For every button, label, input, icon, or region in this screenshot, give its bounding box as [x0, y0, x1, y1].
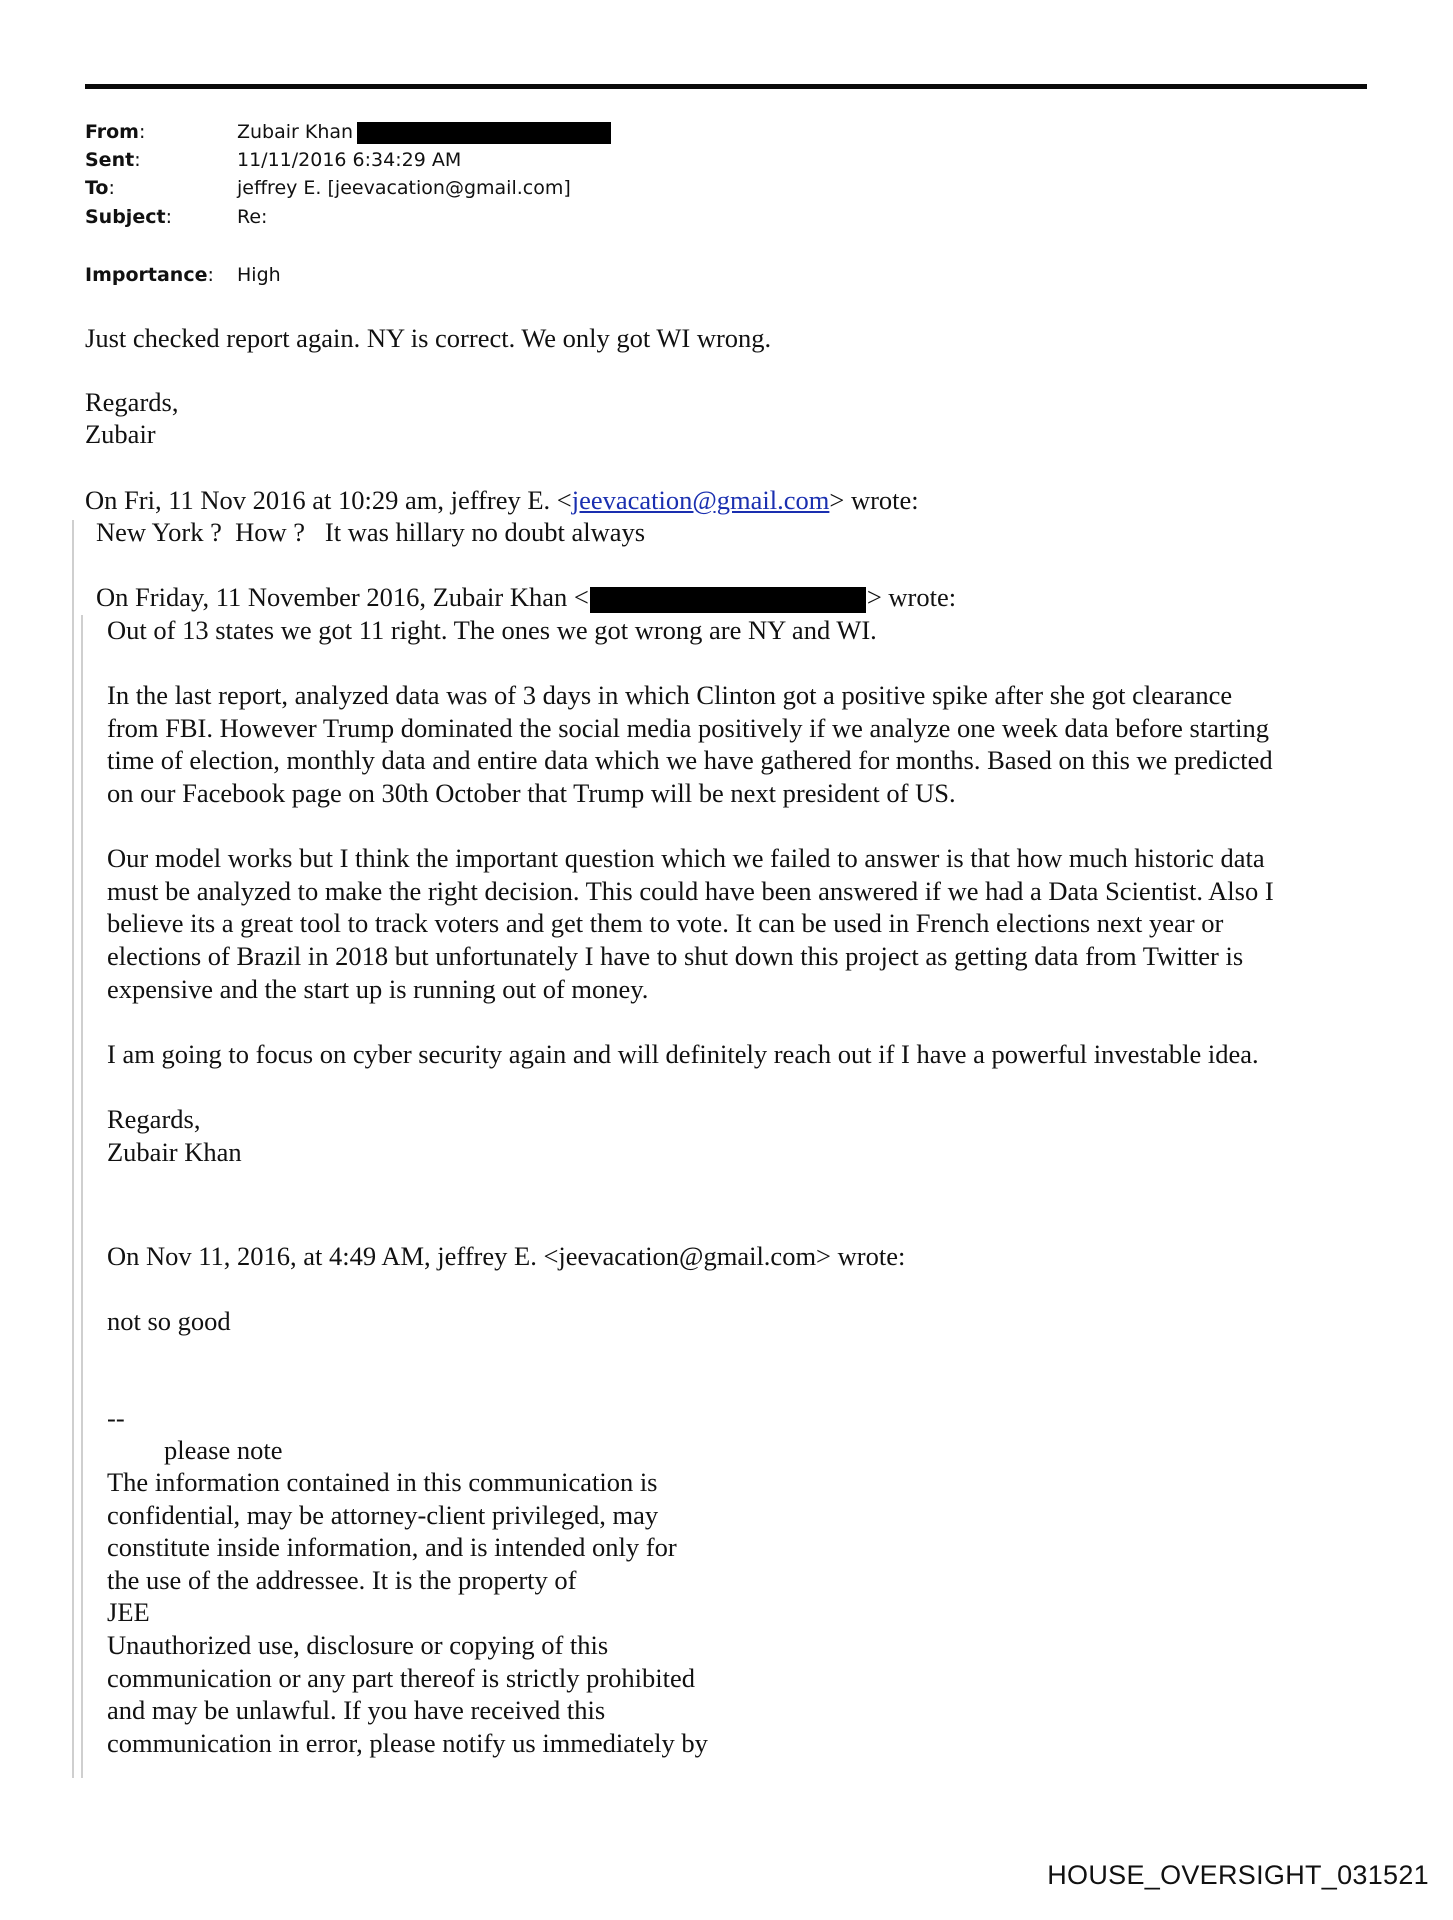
message-signature: Zubair — [85, 419, 156, 449]
quote2-line: Out of 13 states we got 11 right. The ones we got wrong are NY and WI. — [107, 615, 877, 645]
signature-heading: please note — [164, 1435, 283, 1465]
quote3-body: not so good — [107, 1306, 231, 1336]
subject-value: Re: — [237, 206, 268, 228]
sent-label: Sent: — [85, 149, 141, 171]
quote2-line: must be analyzed to make the right decision. This could have been answered if we had a Data Scientist. Also I — [107, 875, 1274, 906]
quote2-line: In the last report, analyzed data was of 3 days in which Clinton got a positive spike after she got clearance — [107, 680, 1233, 711]
quote2-line: Our model works but I think the important question which we failed to answer is that how much historic data — [107, 843, 1265, 874]
quote2-line: from FBI. However Trump dominated the social media positively if we analyze one week data before starting — [107, 712, 1270, 743]
disclaimer-line: communication or any part thereof is strictly prohibited — [107, 1662, 695, 1693]
disclaimer-line: and may be unlawful. If you have received this — [107, 1695, 606, 1726]
disclaimer-line: the use of the addressee. It is the property of — [107, 1564, 577, 1595]
quote2-line: time of election, monthly data and entire data which we have gathered for months. Based on this we predicted — [107, 745, 1273, 776]
disclaimer-line: constitute inside information, and is intended only for — [107, 1532, 677, 1563]
disclaimer-line: confidential, may be attorney-client privileged, may — [107, 1499, 659, 1530]
quote2-line: expensive and the start up is running out of money. — [107, 973, 649, 1004]
quote2-line: elections of Brazil in 2018 but unfortunately I have to shut down this project as getting data from Twitter is — [107, 941, 1244, 971]
quote2-line: believe its a great tool to track voters and get them to vote. It can be used in French elections next year or — [107, 908, 1224, 939]
quote2-line: Regards, — [107, 1104, 201, 1134]
quote2-line: I am going to focus on cyber security again and will definitely reach out if I have a powerful investable idea. — [107, 1038, 1259, 1069]
from-label: From: — [85, 121, 146, 143]
disclaimer-line: communication in error, please notify us immediately by — [107, 1727, 708, 1758]
subject-label: Subject: — [85, 206, 172, 228]
quote2-line: Zubair Khan — [107, 1136, 242, 1167]
disclaimer-line: JEE — [107, 1597, 150, 1628]
sent-value: 11/11/2016 6:34:29 AM — [237, 149, 462, 171]
quote2-line: on our Facebook page on 30th October that Trump will be next president of US. — [107, 778, 956, 808]
quote2-attribution: On Friday, 11 November 2016, Zubair Khan < > wrote: — [96, 582, 957, 612]
to-label: To: — [85, 177, 115, 199]
quote1-bar — [72, 520, 74, 1778]
redaction-block — [590, 587, 866, 613]
quote3-attribution: On Nov 11, 2016, at 4:49 AM, jeffrey E. <jeevacation@gmail.com> wrote: — [107, 1241, 906, 1271]
redaction-block — [357, 122, 611, 144]
to-value: jeffrey E. [jeevacation@gmail.com] — [237, 177, 571, 199]
quote1-email-link[interactable]: jeevacation@gmail.com — [571, 485, 830, 515]
quote2-bar — [81, 615, 83, 1778]
signature-separator: -- — [107, 1403, 125, 1433]
from-value: Zubair Khan — [237, 120, 611, 144]
quote1-attribution: On Fri, 11 Nov 2016 at 10:29 am, jeffrey E. <jeevacation@gmail.com> wrote: — [85, 485, 919, 515]
disclaimer-line: The information contained in this communication is — [107, 1467, 658, 1497]
importance-value: High — [237, 264, 281, 286]
bates-number: HOUSE_OVERSIGHT_031521 — [1047, 1860, 1429, 1890]
message-body: Just checked report again. NY is correct. We only got WI wrong. — [85, 323, 772, 353]
importance-label: Importance: — [85, 264, 214, 286]
message-signoff: Regards, — [85, 387, 179, 417]
disclaimer-line: Unauthorized use, disclosure or copying of this — [107, 1630, 609, 1660]
header-rule — [85, 84, 1367, 89]
quote1-body: New York ? How ? It was hillary no doubt always — [96, 517, 646, 547]
